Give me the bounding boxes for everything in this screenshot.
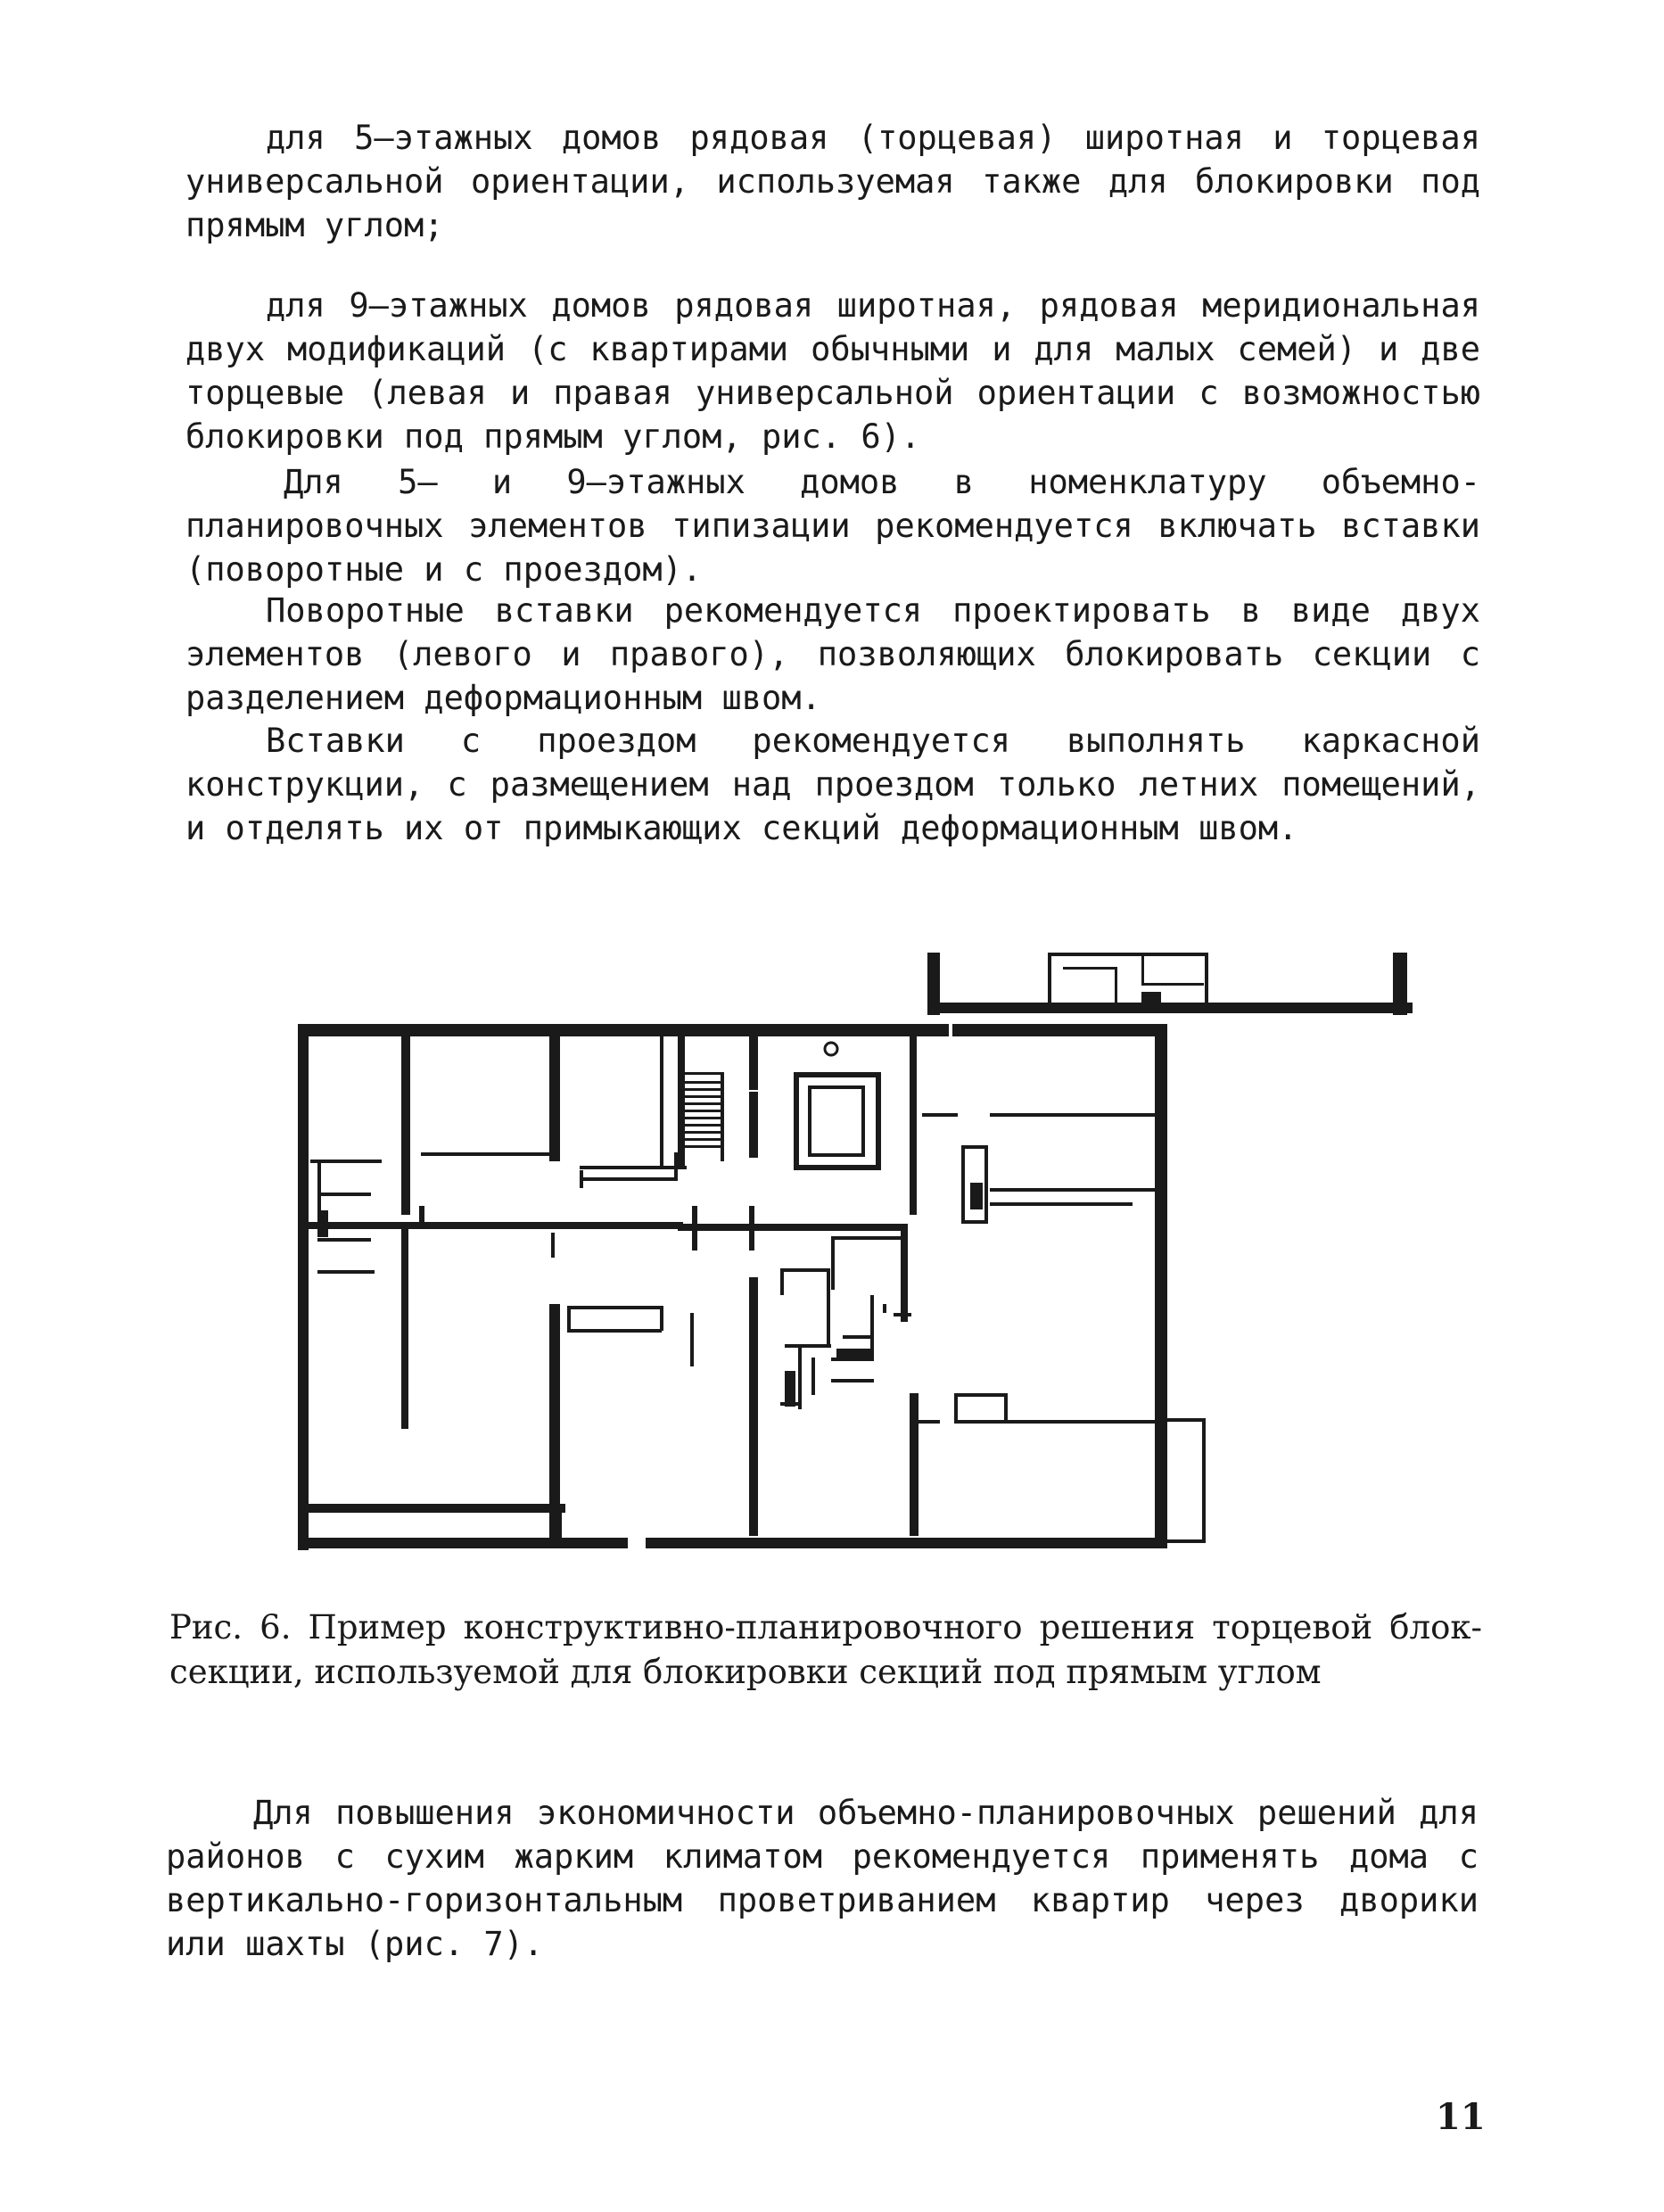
vent-shaft-circle [825,1043,837,1055]
paragraph-5-storey: для 5–этажных домов рядовая (торцевая) широтная и торцевая универсальной ориентации, используемая также для блокировки под прямым углом; [185,119,1480,244]
page-number: 11 [1436,2096,1486,2138]
floor-plan-figure [285,938,1427,1563]
figure-caption: Рис. 6. Пример конструктивно-планировочного решения торцевой блок-секции, используемой для блокировки секций под прямым углом [169,1608,1482,1691]
floor-plan-walls [298,953,1413,1550]
paragraph-turning-inserts: Поворотные вставки рекомендуется проектировать в виде двух элементов (левого и правого), позволяющих блокировать секции с разделением деформационным швом. [185,591,1480,717]
paragraph-inserts-nomenclature: Для 5– и 9–этажных домов в номенклатуру объемно-планировочных элементов типизации рекомендуется включать вставки (поворотные и с проездом). [185,463,1480,589]
paragraph-hot-climate: Для повышения экономичности объемно-планировочных решений для районов с сухим жарким климатом рекомендуется применять дома с вертикально-горизонтальным проветриванием квартир через дворики или шахты (рис. 7). [166,1794,1479,1963]
paragraph-passage-inserts: Вставки с проездом рекомендуется выполнять каркасной конструкции, с размещением над проездом только летних помещений, и отделять их от примыкающих секций деформационным швом. [185,722,1480,847]
paragraph-9-storey: для 9–этажных домов рядовая широтная, рядовая меридиональная двух модификаций (с квартирами обычными и для малых семей) и две торцевые (левая и правая универсальной ориентации с возможностью блокировки под прямым углом, рис. 6). [185,286,1480,456]
